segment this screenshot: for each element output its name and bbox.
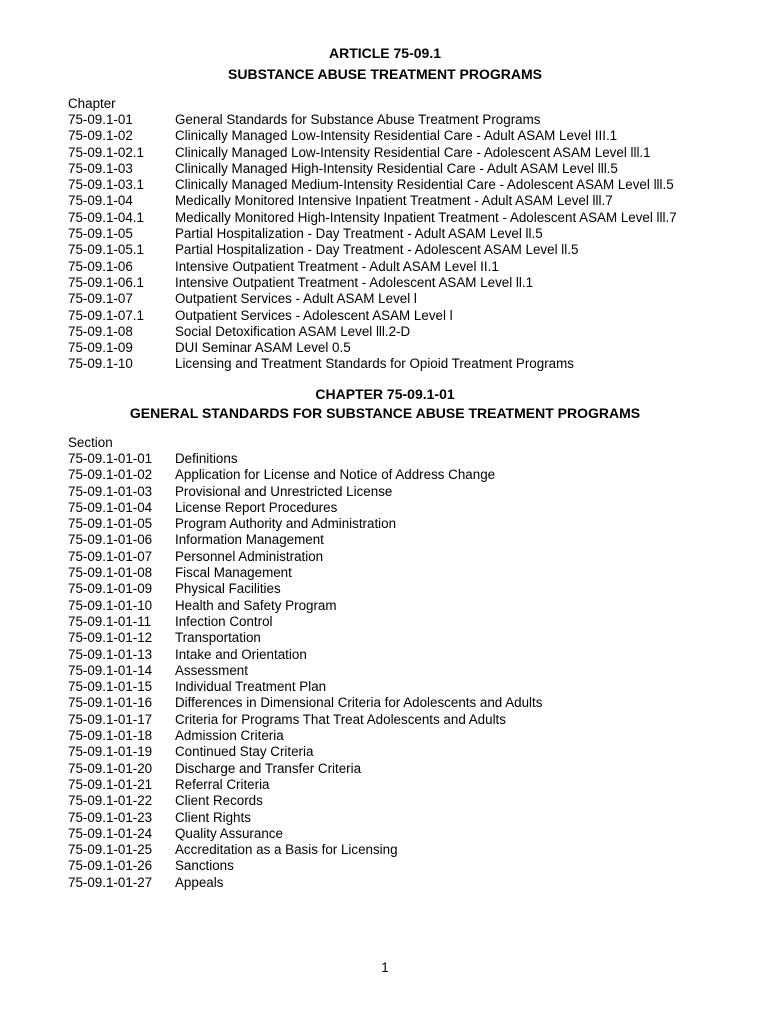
toc-number: 75-09.1-01-21	[68, 776, 153, 792]
toc-number: 75-09.1-01-17	[68, 711, 153, 727]
section-list-label: Section	[68, 435, 113, 450]
toc-row	[68, 532, 542, 548]
toc-number: 75-09.1-01-23	[68, 809, 153, 825]
toc-row	[68, 259, 677, 275]
toc-number: 75-09.1-01-16	[68, 695, 153, 711]
toc-row	[68, 614, 542, 630]
toc-row	[68, 242, 677, 258]
toc-number: 75-09.1-06.1	[68, 274, 144, 290]
toc-row	[68, 516, 542, 532]
toc-title: Intensive Outpatient Treatment - Adult ASAM Level II.1	[175, 258, 499, 274]
toc-number: 75-09.1-01-12	[68, 630, 153, 646]
toc-row	[68, 695, 542, 711]
toc-row	[68, 340, 677, 356]
article-subtitle: SUBSTANCE ABUSE TREATMENT PROGRAMS	[228, 66, 542, 82]
toc-row	[68, 112, 677, 128]
toc-row	[68, 193, 677, 209]
toc-row	[68, 581, 542, 597]
toc-title: Provisional and Unrestricted License	[175, 483, 393, 499]
toc-row	[68, 549, 542, 565]
toc-row	[68, 647, 542, 663]
toc-row	[68, 826, 542, 842]
toc-title: Clinically Managed Low-Intensity Residential Care - Adult ASAM Level III.1	[175, 128, 618, 144]
toc-row	[68, 291, 677, 307]
toc-number: 75-09.1-01	[68, 112, 133, 127]
toc-number: 75-09.1-05	[68, 226, 133, 242]
toc-title: Outpatient Services - Adult ASAM Level l	[175, 291, 417, 307]
toc-row	[68, 356, 677, 372]
toc-title: Criteria for Programs That Treat Adolescents and Adults	[175, 711, 506, 727]
toc-row	[68, 145, 677, 161]
toc-number: 75-09.1-03	[68, 160, 133, 176]
toc-title: Quality Assurance	[175, 825, 283, 841]
toc-title: Personnel Administration	[175, 548, 324, 564]
toc-number: 75-09.1-01-19	[68, 744, 153, 760]
chapter-list	[68, 112, 677, 373]
toc-number: 75-09.1-01-15	[68, 679, 153, 695]
toc-row	[68, 728, 542, 744]
toc-title: Client Rights	[175, 809, 251, 825]
toc-number: 75-09.1-01-26	[68, 858, 153, 874]
toc-row	[68, 598, 542, 614]
toc-title: Appeals	[175, 874, 224, 890]
article-title: ARTICLE 75-09.1	[328, 45, 442, 61]
toc-title: Differences in Dimensional Criteria for Adolescents and Adults	[175, 695, 543, 711]
toc-title: Continued Stay Criteria	[175, 744, 314, 760]
toc-title: Clinically Managed High-Intensity Residential Care - Adult ASAM Level lll.5	[175, 160, 618, 176]
toc-number: 75-09.1-03.1	[68, 177, 144, 193]
toc-number: 75-09.1-01-25	[68, 842, 153, 858]
toc-title: Medically Monitored Intensive Inpatient Treatment - Adult ASAM Level lll.7	[175, 193, 613, 209]
toc-row	[68, 324, 677, 340]
toc-row	[68, 565, 542, 581]
chapter-list-label: Chapter	[68, 96, 116, 111]
toc-number: 75-09.1-01-14	[68, 662, 153, 678]
toc-number: 75-09.1-01-05	[68, 516, 153, 532]
toc-title: Physical Facilities	[175, 581, 281, 597]
toc-title: Clinically Managed Low-Intensity Residential Care - Adolescent ASAM Level lll.1	[175, 144, 651, 160]
toc-number: 75-09.1-07.1	[68, 307, 144, 323]
toc-number: 75-09.1-04	[68, 193, 133, 209]
toc-row	[68, 712, 542, 728]
toc-number: 75-09.1-07	[68, 291, 133, 307]
toc-number: 75-09.1-01-13	[68, 646, 153, 662]
toc-number: 75-09.1-01-10	[68, 597, 153, 613]
toc-title: Sanctions	[175, 858, 234, 874]
toc-row	[68, 875, 542, 891]
toc-row	[68, 500, 542, 516]
toc-number: 75-09.1-05.1	[68, 242, 144, 258]
toc-row	[68, 744, 542, 760]
toc-title: DUI Seminar ASAM Level 0.5	[175, 340, 351, 356]
toc-number: 75-09.1-06	[68, 258, 133, 274]
toc-title: Client Records	[175, 793, 263, 809]
toc-number: 75-09.1-01-20	[68, 760, 153, 776]
toc-number: 75-09.1-01-03	[68, 483, 153, 499]
toc-row	[68, 793, 542, 809]
toc-number: 75-09.1-04.1	[68, 209, 144, 225]
toc-number: 75-09.1-01-11	[68, 613, 152, 629]
toc-title: Intake and Orientation	[175, 646, 307, 662]
toc-row	[68, 630, 542, 646]
toc-title: Information Management	[175, 532, 324, 548]
toc-title: Individual Treatment Plan	[175, 679, 327, 695]
toc-title: Transportation	[175, 630, 261, 646]
toc-number: 75-09.1-01-09	[68, 581, 153, 597]
toc-row	[68, 761, 542, 777]
toc-title: General Standards for Substance Abuse Treatment Programs	[175, 112, 541, 127]
toc-row	[68, 210, 677, 226]
toc-row	[68, 810, 542, 826]
toc-title: Licensing and Treatment Standards for Opioid Treatment Programs	[175, 356, 574, 372]
toc-number: 75-09.1-01-24	[68, 825, 153, 841]
toc-row	[68, 777, 542, 793]
toc-title: License Report Procedures	[175, 499, 338, 515]
toc-number: 75-09.1-02.1	[68, 144, 144, 160]
toc-title: Clinically Managed Medium-Intensity Residential Care - Adolescent ASAM Level lll.5	[175, 177, 674, 193]
toc-row	[68, 467, 542, 483]
toc-title: Intensive Outpatient Treatment - Adolescent ASAM Level ll.1	[175, 274, 534, 290]
toc-title: Assessment	[175, 662, 248, 678]
chapter-subtitle: GENERAL STANDARDS FOR SUBSTANCE ABUSE TREATMENT PROGRAMS	[129, 405, 641, 421]
toc-number: 75-09.1-01-04	[68, 499, 153, 515]
toc-row	[68, 858, 542, 874]
page-number: 1	[381, 960, 389, 975]
toc-row	[68, 275, 677, 291]
toc-row	[68, 484, 542, 500]
toc-title: Accreditation as a Basis for Licensing	[175, 842, 398, 858]
toc-row	[68, 842, 542, 858]
toc-row	[68, 177, 677, 193]
toc-row	[68, 679, 542, 695]
toc-row	[68, 226, 677, 242]
toc-title: Program Authority and Administration	[175, 516, 397, 532]
toc-title: Fiscal Management	[175, 565, 292, 581]
toc-number: 75-09.1-02	[68, 128, 133, 144]
toc-row	[68, 128, 677, 144]
toc-row	[68, 663, 542, 679]
toc-title: Referral Criteria	[175, 776, 270, 792]
toc-title: Social Detoxification ASAM Level lll.2-D	[175, 323, 411, 339]
toc-row	[68, 451, 542, 467]
toc-number: 75-09.1-01-02	[68, 467, 153, 483]
toc-title: Partial Hospitalization - Day Treatment - Adult ASAM Level ll.5	[175, 226, 543, 242]
toc-number: 75-09.1-01-06	[68, 532, 153, 548]
section-list	[68, 451, 542, 891]
toc-row	[68, 308, 677, 324]
toc-number: 75-09.1-09	[68, 340, 133, 356]
toc-title: Medically Monitored High-Intensity Inpatient Treatment - Adolescent ASAM Level lll.7	[175, 209, 677, 225]
toc-number: 75-09.1-01-07	[68, 548, 153, 564]
toc-title: Infection Control	[175, 613, 273, 629]
chapter-title: CHAPTER 75-09.1-01	[315, 386, 455, 402]
toc-number: 75-09.1-08	[68, 323, 133, 339]
toc-number: 75-09.1-10	[68, 356, 133, 372]
toc-title: Outpatient Services - Adolescent ASAM Level l	[175, 307, 453, 323]
toc-number: 75-09.1-01-18	[68, 728, 153, 744]
toc-title: Health and Safety Program	[175, 597, 337, 613]
toc-title: Admission Criteria	[175, 728, 284, 744]
toc-number: 75-09.1-01-08	[68, 565, 153, 581]
toc-title: Application for License and Notice of Address Change	[175, 467, 496, 483]
toc-title: Discharge and Transfer Criteria	[175, 760, 362, 776]
toc-number: 75-09.1-01-01	[68, 451, 153, 466]
toc-number: 75-09.1-01-27	[68, 874, 153, 890]
toc-title: Definitions	[175, 451, 238, 466]
toc-row	[68, 161, 677, 177]
toc-number: 75-09.1-01-22	[68, 793, 153, 809]
toc-title: Partial Hospitalization - Day Treatment - Adolescent ASAM Level ll.5	[175, 242, 579, 258]
